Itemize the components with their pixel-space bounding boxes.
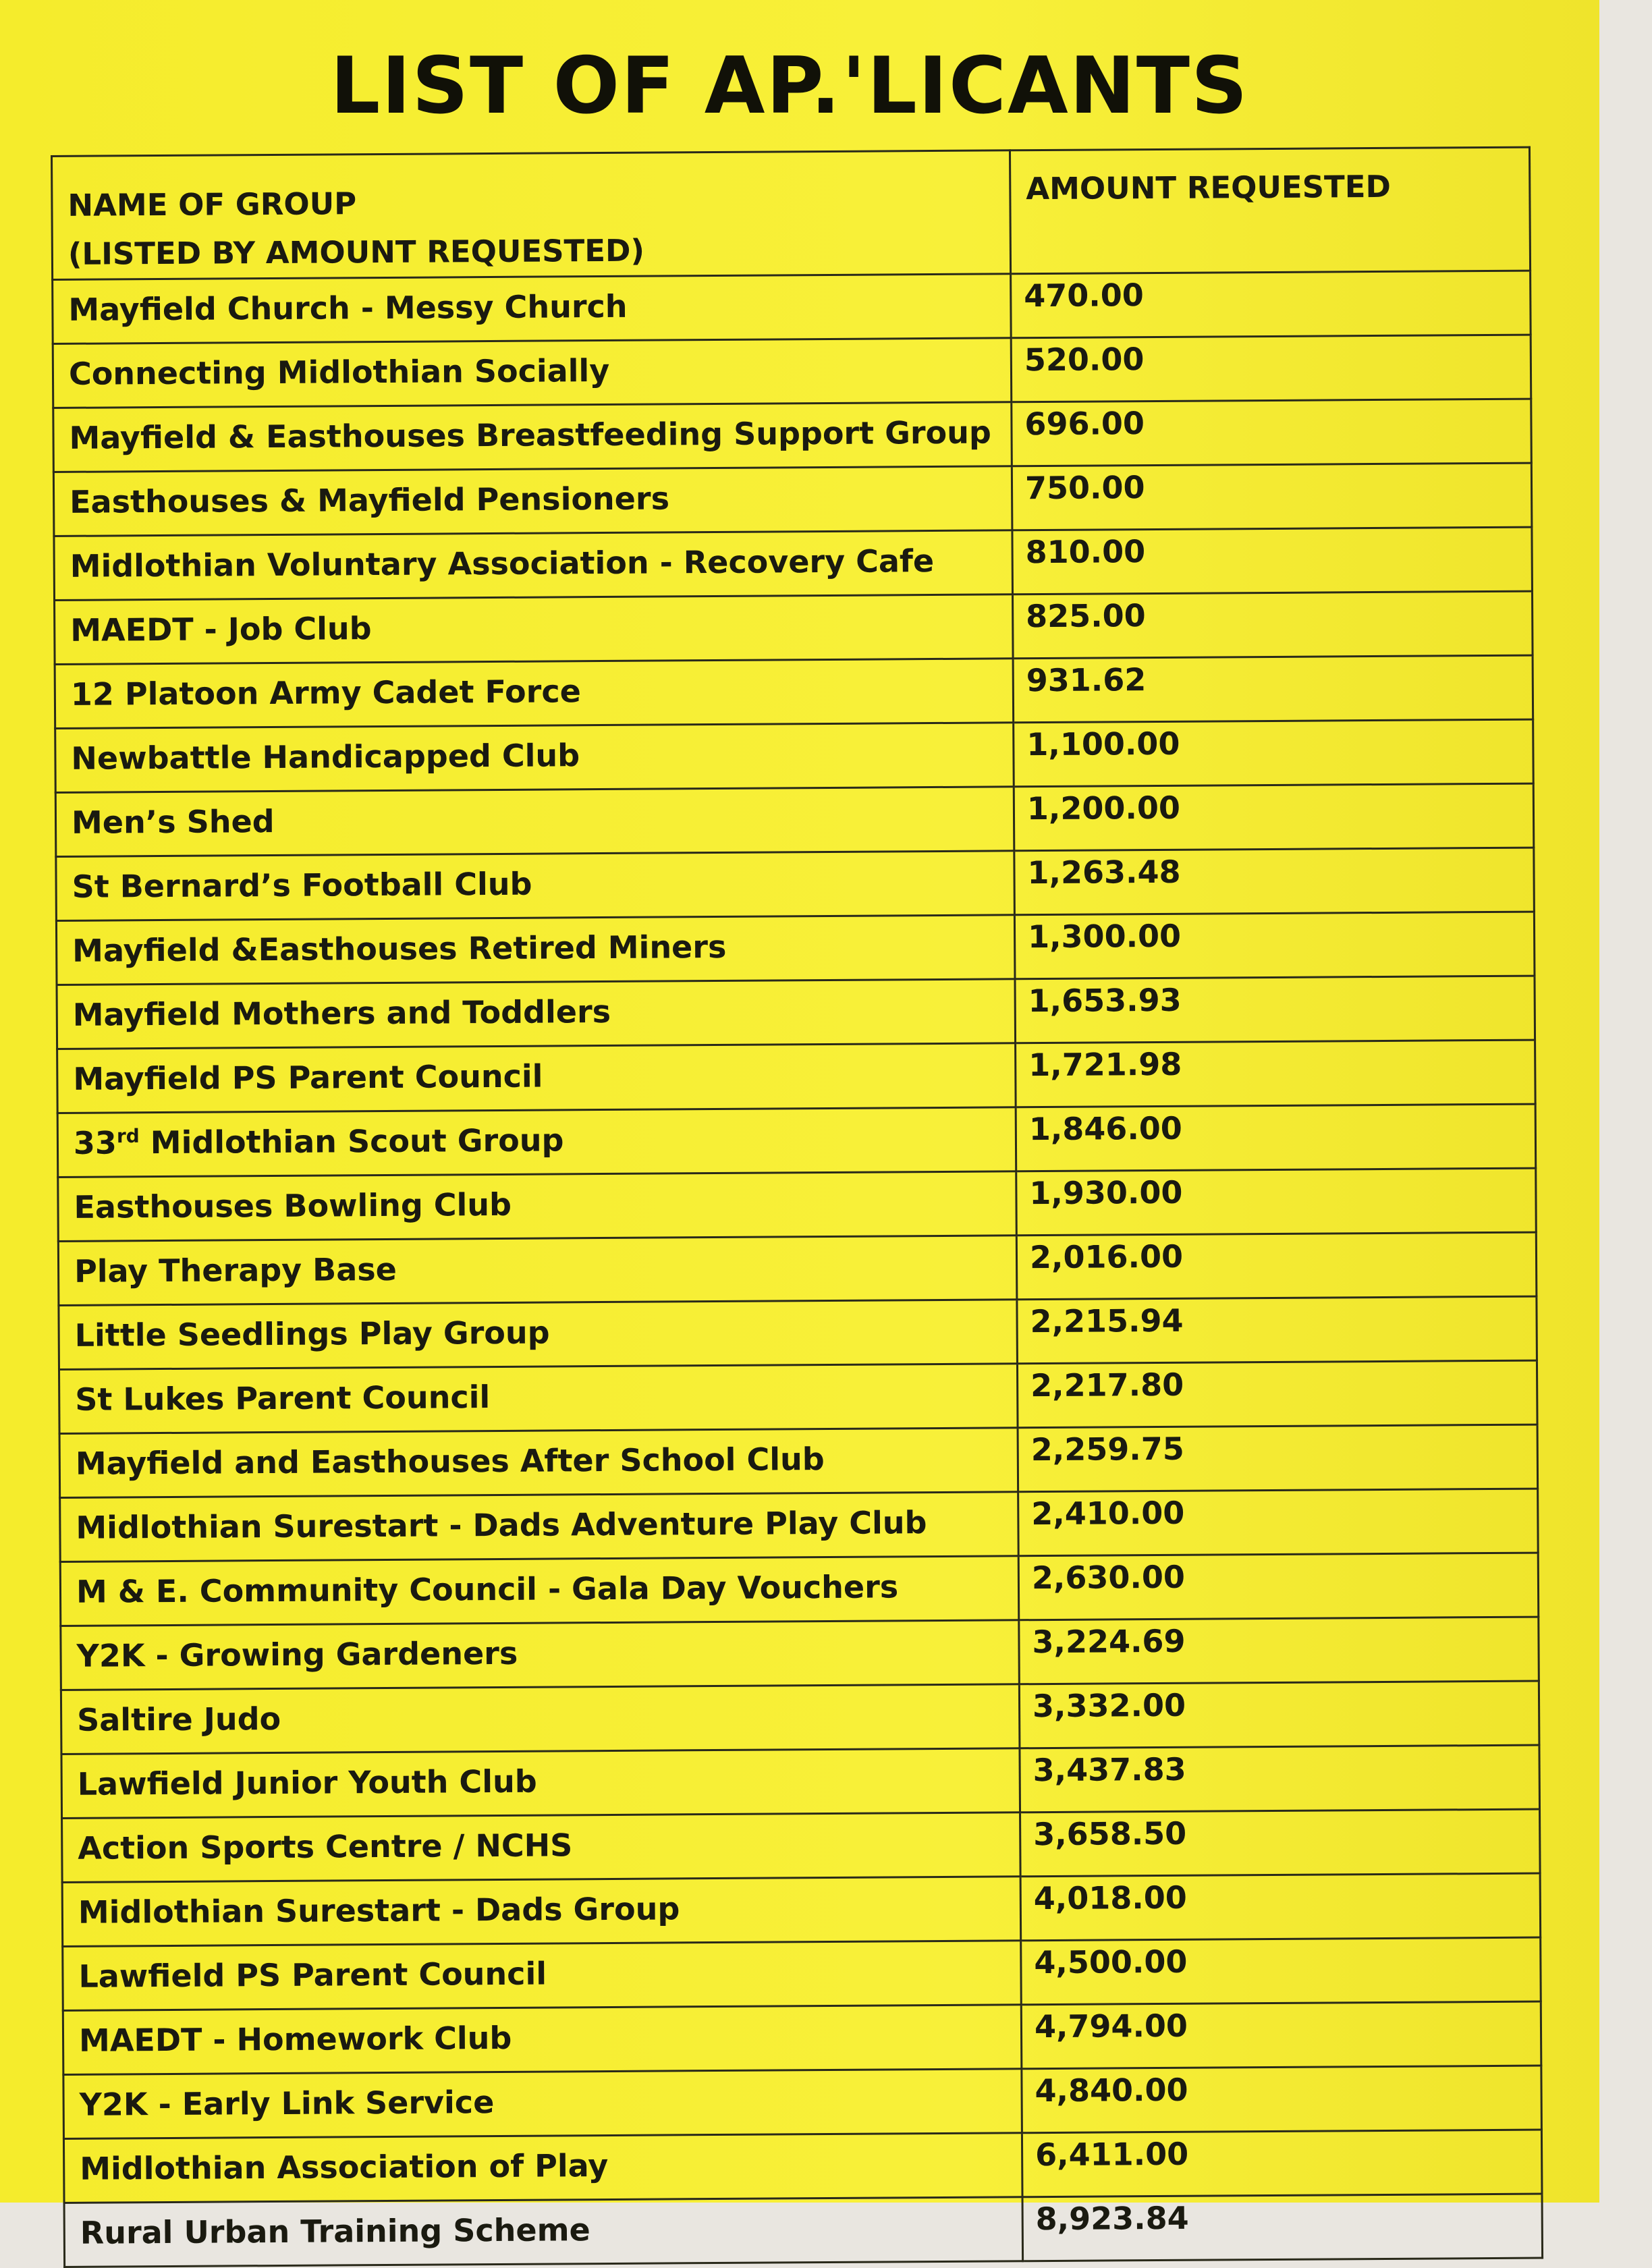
table-row [62,1809,1541,1882]
amount-requested: 3,437.83 [1020,1745,1540,1813]
table-row [64,2194,1543,2267]
table-row [53,335,1531,408]
group-name: Y2K - Growing Gardeners [61,1620,1020,1690]
group-name: Mayfield & Easthouses Breastfeeding Support Group [53,402,1012,472]
amount-requested: 750.00 [1012,463,1532,530]
group-name [57,1107,1016,1178]
group-name: Action Sports Centre / NCHS [62,1813,1021,1883]
amount-requested: 931.62 [1013,655,1533,723]
group-name: Mayfield &Easthouses Retired Miners [56,915,1015,985]
amount-requested: 1,653.93 [1015,976,1535,1043]
amount-requested: 810.00 [1012,527,1533,594]
amount-requested: 696.00 [1012,399,1532,466]
group-name: St Bernard’s Football Club [56,851,1015,921]
table-row [54,527,1533,600]
group-name: Mayfield PS Parent Council [57,1043,1016,1113]
ordinal-suffix: rd [116,1124,140,1148]
amount-requested: 2,259.75 [1018,1425,1538,1492]
group-name: Connecting Midlothian Socially [53,338,1012,408]
amount-requested: 2,215.94 [1017,1296,1537,1364]
amount-column-header: AMOUNT REQUESTED [1010,147,1530,274]
group-name: Play Therapy Base [58,1236,1017,1306]
applicants-table-container [51,146,1540,2251]
group-name: Y2K - Early Link Service [63,2069,1022,2139]
amount-requested: 1,200.00 [1014,783,1534,851]
group-name-number: 33 [73,1124,117,1161]
table-row [63,2066,1542,2138]
amount-requested: 1,930.00 [1016,1168,1537,1236]
amount-requested: 4,840.00 [1022,2066,1542,2133]
table-row [57,976,1535,1049]
amount-requested: 520.00 [1011,335,1531,402]
amount-requested: 1,263.48 [1014,848,1535,915]
amount-requested: 470.00 [1011,271,1531,338]
amount-requested: 1,846.00 [1016,1104,1536,1171]
group-name: Mayfield Church - Messy Church [53,274,1012,344]
table-row [55,719,1534,792]
group-name: Midlothian Association of Play [63,2133,1022,2203]
amount-requested: 6,411.00 [1022,2130,1542,2197]
table-row [58,1168,1537,1241]
name-header-line2: (LISTED BY AMOUNT REQUESTED) [67,232,645,272]
group-name: Saltire Judo [61,1684,1020,1754]
table-body [53,271,1543,2267]
table-row [53,399,1532,472]
table-row [59,1425,1538,1497]
group-name: MAEDT - Homework Club [63,2005,1022,2075]
document-title: LIST OF AP.'LICANTS [330,40,1249,132]
amount-requested: 2,217.80 [1017,1360,1537,1428]
amount-requested: 4,500.00 [1021,1937,1541,2005]
amount-requested: 3,224.69 [1019,1617,1539,1684]
group-name: Midlothian Surestart - Dads Group [62,1877,1021,1947]
table-row [61,1745,1540,1818]
amount-requested: 3,332.00 [1019,1681,1539,1748]
amount-requested: 4,794.00 [1021,2001,1541,2069]
group-name: Little Seedlings Play Group [59,1300,1018,1370]
amount-requested: 8,923.84 [1022,2194,1543,2261]
table-row [61,1617,1539,1690]
group-name: Newbattle Handicapped Club [55,723,1014,793]
table-row [53,271,1531,343]
amount-requested: 4,018.00 [1020,1873,1541,1941]
group-name: Lawfield Junior Youth Club [61,1748,1020,1819]
amount-requested: 825.00 [1013,591,1533,659]
amount-requested: 1,300.00 [1014,912,1535,979]
table-row [63,2130,1542,2203]
group-name: Easthouses & Mayfield Pensioners [53,466,1012,536]
table-row [58,1232,1537,1305]
table-row [56,912,1535,985]
table-row [59,1296,1537,1369]
group-name: Mayfield Mothers and Toddlers [57,979,1016,1049]
applicants-table [51,146,1543,2268]
table-row [59,1360,1537,1433]
amount-requested: 2,630.00 [1018,1553,1539,1620]
group-name: Midlothian Surestart - Dads Adventure Play Club [60,1492,1019,1562]
group-name: Easthouses Bowling Club [58,1171,1017,1242]
amount-requested: 2,410.00 [1018,1489,1539,1556]
group-name: M & E. Community Council - Gala Day Vouchers [60,1556,1019,1626]
table-row [53,463,1532,536]
table-row [57,1104,1536,1177]
table-row [62,1873,1541,1946]
group-name: Mayfield and Easthouses After School Club [59,1428,1018,1498]
group-name: 12 Platoon Army Cadet Force [55,659,1014,729]
group-name-rest: Midlothian Scout Group [139,1122,564,1161]
group-name: MAEDT - Job Club [55,594,1014,665]
table-row [56,848,1535,920]
table-header-row [52,147,1531,279]
amount-requested: 1,100.00 [1014,719,1534,787]
table-row [57,1040,1536,1113]
amount-requested: 2,016.00 [1016,1232,1537,1300]
table-row [60,1553,1539,1626]
table-row [55,591,1533,664]
group-name: Midlothian Voluntary Association - Recovery Cafe [54,530,1013,601]
table-row [55,655,1533,728]
group-name: Rural Urban Training Scheme [64,2197,1023,2267]
name-header-line1: NAME OF GROUP [67,186,357,223]
amount-requested: 1,721.98 [1016,1040,1536,1107]
group-name: Lawfield PS Parent Council [63,1941,1022,2011]
table-row [55,783,1534,856]
amount-requested: 3,658.50 [1020,1809,1541,1877]
name-column-header [52,150,1011,280]
table-row [61,1681,1539,1754]
group-name: St Lukes Parent Council [59,1364,1018,1434]
table-row [63,1937,1541,2010]
table-row [63,2001,1541,2074]
group-name: Men’s Shed [55,787,1014,857]
table-row [60,1489,1539,1561]
